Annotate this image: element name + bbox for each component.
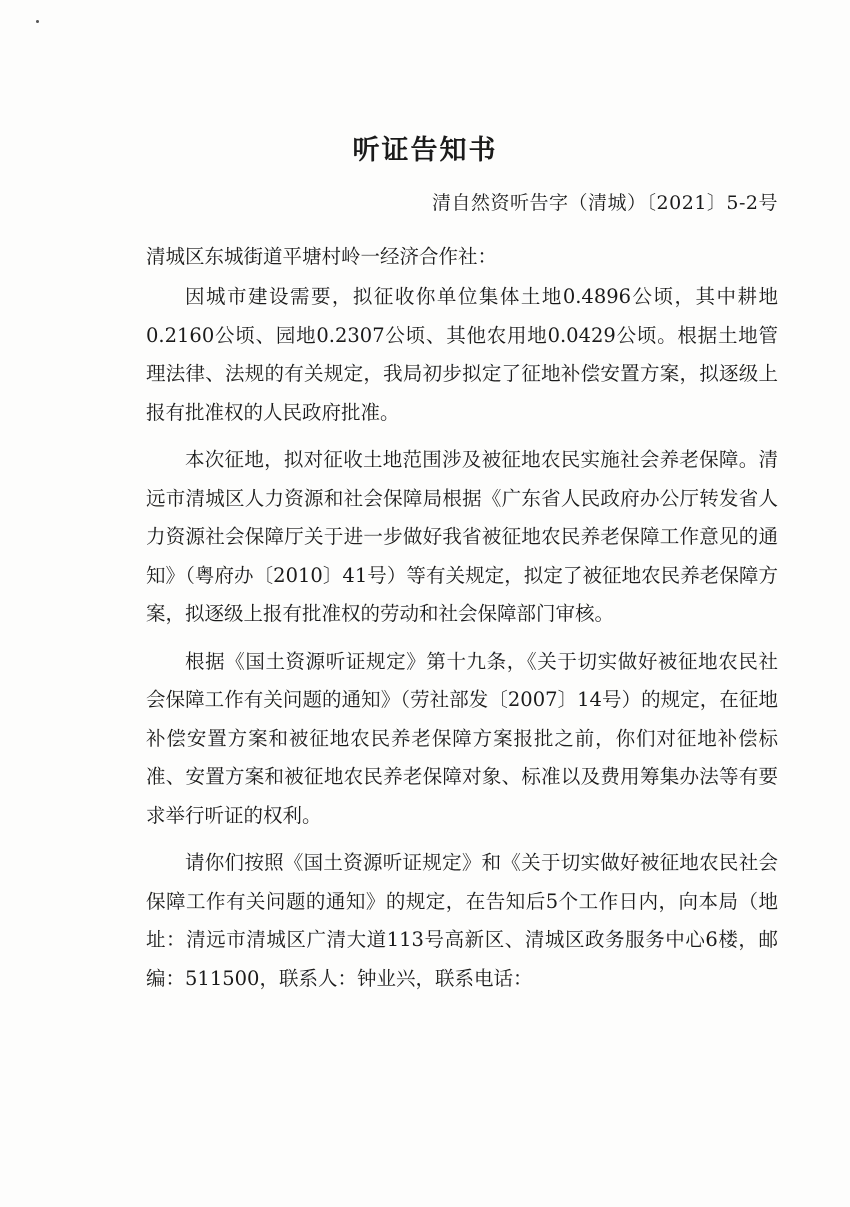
paragraph-hearing-rights: 根据《国土资源听证规定》第十九条，《关于切实做好被征地农民社会保障工作有关问题的通知》（劳社部发〔2007〕14号）的规定，在征地补偿安置方案和被征地农民养老保障方案报批之前，你们对征地补偿标准、安置方案和被征地农民养老保障对象、标准以及费用筹集办法等有要求举行听证的权利。 bbox=[146, 649, 778, 827]
document-number: 清自然资听告字（清城）〔2021〕5-2号 bbox=[432, 192, 778, 214]
scan-speck bbox=[36, 20, 39, 23]
document-body bbox=[146, 278, 778, 1007]
paragraph-expropriation: 因城市建设需要，拟征收你单位集体土地0.4896公顷，其中耕地0.2160公顷、园地0.2307公顷、其他农用地0.0429公顷。根据土地管理法律、法规的有关规定，我局初步拟定了征地补偿安置方案，拟逐级上报有批准权的人民政府批准。 bbox=[146, 285, 778, 424]
document-title: 听证告知书 bbox=[352, 135, 498, 166]
paragraph-hearing-request: 请你们按照《国土资源听证规定》和《关于切实做好被征地农民社会保障工作有关问题的通知》的规定，在告知后5个工作日内，向本局（地址：清远市清城区广清大道113号高新区、清城区政务服务中心6楼，邮编：511500，联系人：钟业兴，联系电话： bbox=[146, 851, 778, 990]
paragraph-pension-security: 本次征地，拟对征收土地范围涉及被征地农民实施社会养老保障。清远市清城区人力资源和社会保障局根据《广东省人民政府办公厅转发省人力资源社会保障厅关于进一步做好我省被征地农民养老保障工作意见的通知》（粤府办〔2010〕41号）等有关规定，拟定了被征地农民养老保障方案，拟逐级上报有批准权的劳动和社会保障部门审核。 bbox=[146, 448, 778, 625]
addressee: 清城区东城街道平塘村岭一经济合作社： bbox=[146, 245, 498, 268]
